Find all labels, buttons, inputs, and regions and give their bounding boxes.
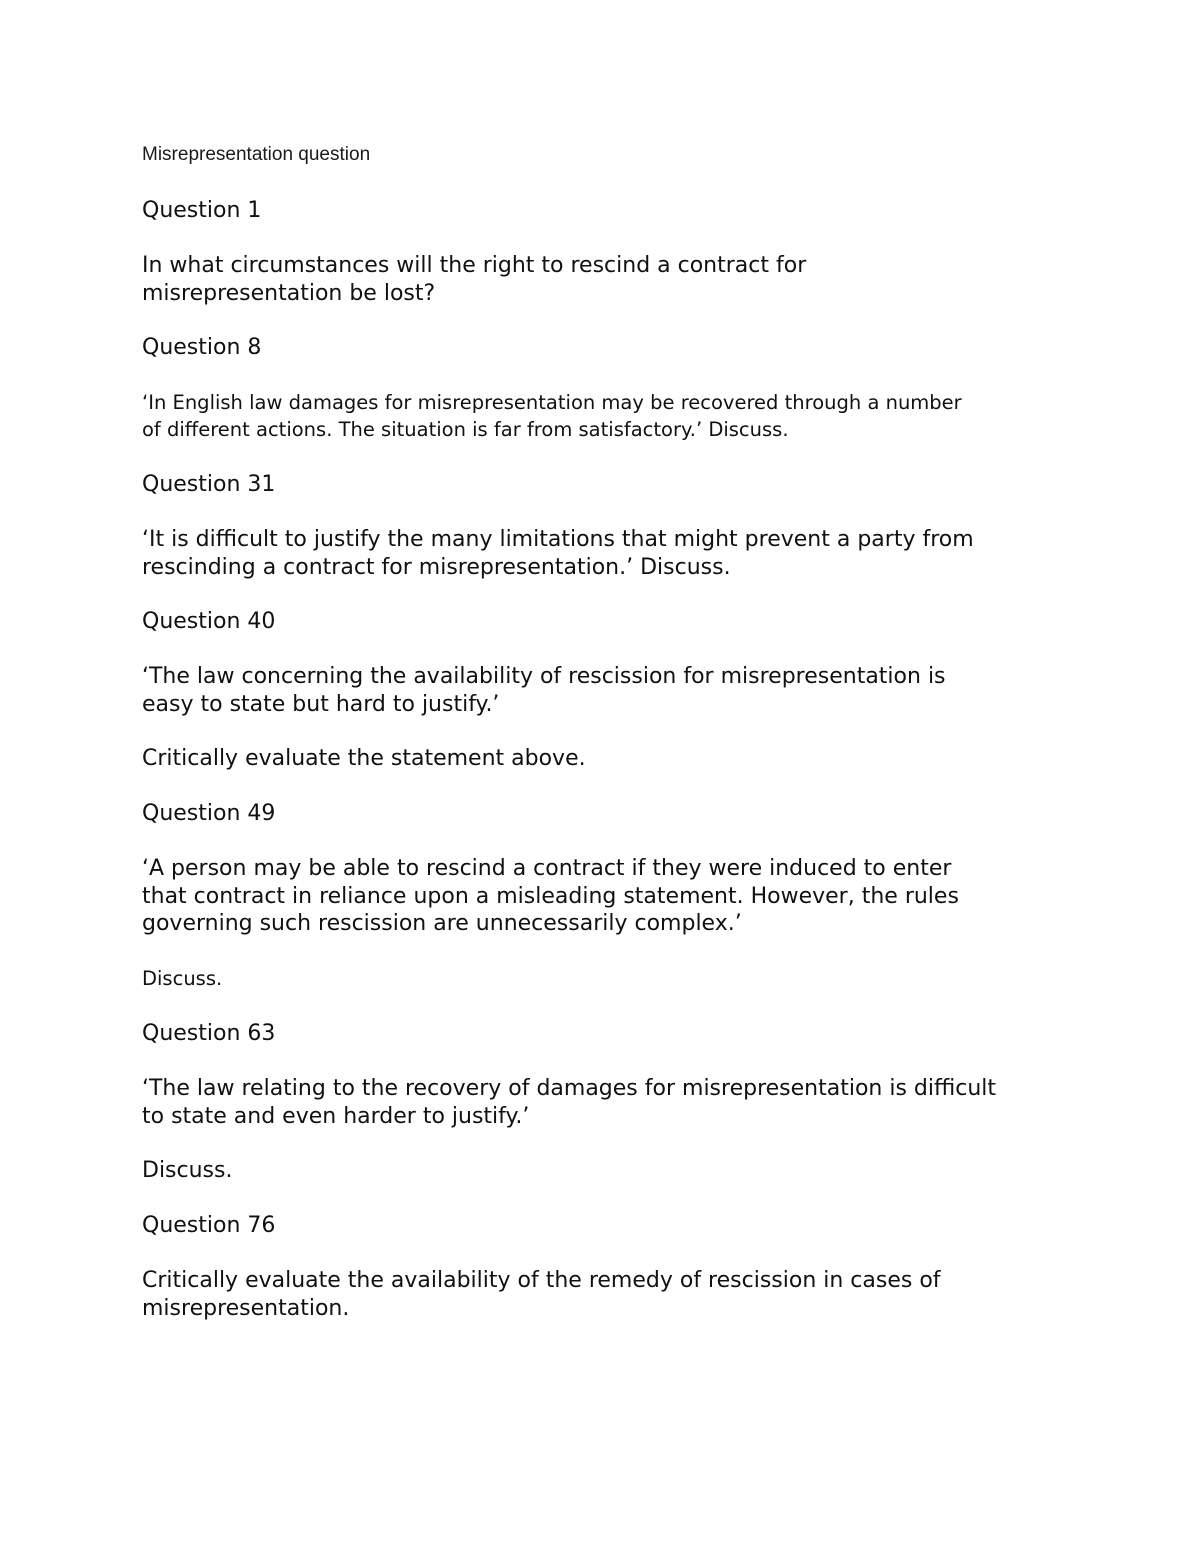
question-63-follow-up: Discuss. (142, 1158, 233, 1183)
question-63-line-2: to state and even harder to justify.’ (142, 1103, 530, 1129)
question-8-text (142, 389, 1072, 443)
question-1-heading: Question 1 (142, 198, 262, 223)
question-31-line-1: ‘It is difficult to justify the many limitations that might prevent a party from (142, 527, 974, 552)
question-1-text (142, 252, 1072, 307)
question-76-line-1: Critically evaluate the availability of the remedy of rescission in cases of (142, 1268, 941, 1293)
question-63-line-1: ‘The law relating to the recovery of damages for misrepresentation is difficult (142, 1076, 997, 1101)
question-8-line-2: of different actions. The situation is far from satisfactory.’ Discuss. (142, 418, 789, 441)
question-40-line-2: easy to state but hard to justify.’ (142, 691, 500, 717)
question-49-heading: Question 49 (142, 801, 276, 826)
question-49-follow-up: Discuss. (142, 967, 223, 990)
question-49-line-1: ‘A person may be able to rescind a contract if they were induced to enter (142, 856, 952, 881)
question-49-line-2: that contract in reliance upon a misleading statement. However, the rules (142, 883, 959, 909)
question-1-line-1: In what circumstances will the right to rescind a contract for (142, 253, 807, 278)
question-49-text (142, 855, 1072, 938)
question-76-line-2: misrepresentation. (142, 1295, 350, 1321)
question-76-text (142, 1267, 1072, 1322)
question-8-heading: Question 8 (142, 335, 262, 360)
question-49-line-3: governing such rescission are unnecessarily complex.’ (142, 911, 742, 936)
question-76-heading: Question 76 (142, 1213, 276, 1238)
question-40-text (142, 663, 1072, 718)
question-31-text (142, 526, 1072, 581)
document-title: Misrepresentation question (142, 144, 371, 165)
question-31-heading: Question 31 (142, 472, 276, 497)
question-8-line-1: ‘In English law damages for misrepresentation may be recovered through a number (142, 391, 962, 414)
question-40-line-1: ‘The law concerning the availability of rescission for misrepresentation is (142, 664, 946, 689)
question-40-follow-up: Critically evaluate the statement above. (142, 746, 586, 771)
question-63-heading: Question 63 (142, 1021, 276, 1046)
question-63-text (142, 1075, 1072, 1130)
question-40-heading: Question 40 (142, 609, 276, 634)
question-1-line-2: misrepresentation be lost? (142, 280, 436, 306)
question-31-line-2: rescinding a contract for misrepresentation.’ Discuss. (142, 554, 731, 580)
